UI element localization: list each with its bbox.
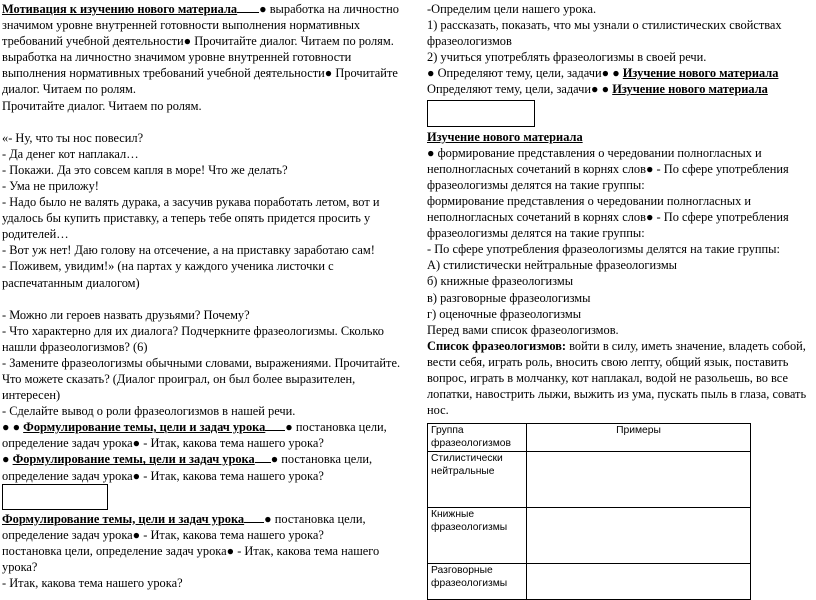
question-line: - Замените фразеологизмы обычными словами, выражениями. Прочитайте. Что можете сказать? (Диалог проиграл, он был более выразителен, интересен) — [2, 355, 401, 403]
bullet-icon: ● — [226, 543, 235, 558]
phrase-list: Список фразеологизмов: войти в силу, иметь значение, владеть собой, вести себя, играть роль, вносить свою лепту, общий язык, поставить вопрос, играть в молчанку, кот наплакал, водой не разольешь, во все лопатки, навострить лыжи, выжить из ума, пускать пыль в глаза, совать нос. — [427, 338, 807, 418]
dialog-line: - Поживем, увидим!» (на партах у каждого ученика листочки с распечатанным диалогом) — [2, 259, 334, 290]
study-paragraph-1: ● формирование представления о чередовании полногласных и неполногласных сочетаний в корнях слов● - По сфере употребления фразеологизмы делятся на такие группы: — [427, 145, 789, 192]
phrase-list-label: Список фразеологизмов: — [427, 338, 567, 353]
group-item: в) разговорные фразеологизмы — [427, 290, 591, 305]
goal-item: 1) рассказать, показать, что мы узнали о стилистических свойствах фразеологизмов — [427, 18, 782, 49]
questions-block — [2, 307, 406, 420]
table-header-row — [428, 424, 751, 452]
goal-item: 2) учиться употреблять фразеологизмы в своей речи. — [427, 50, 707, 65]
motivation-paragraph: Мотивация к изучению нового материала ● выработка на личностно значимом уровне внутренней готовности выполнения нормативных требований учебной деятельности● Прочитайте диалог. Читаем по ролям. — [2, 2, 399, 49]
table-header-examples: Примеры — [527, 424, 751, 452]
dialog-line: - Ума не приложу! — [2, 178, 99, 193]
table-row — [428, 564, 751, 600]
bullet-icon: ● — [183, 34, 192, 49]
bullet-icon: ● — [259, 2, 267, 16]
table-cell-examples[interactable] — [527, 452, 751, 508]
formulation-paragraph-2: ● Формулирование темы, цели и задач урока ● постановка цели, определение задач урока● - Итак, какова тема нашего урока? — [2, 452, 373, 483]
bullet-icon: ● ● — [591, 82, 613, 97]
table-cell-examples[interactable] — [527, 564, 751, 600]
formulation-heading: Формулирование темы, цели и задач урока — [23, 420, 266, 435]
group-item: А) стилистически нейтральные фразеологизмы — [427, 258, 678, 273]
topic-question: - Итак, какова тема нашего урока? — [2, 576, 183, 590]
bullet-icon: ● — [132, 527, 141, 542]
table-cell-group: Стилистически нейтральные — [428, 452, 527, 508]
bullet-icon: ● — [132, 436, 141, 451]
dialog-line: - Вот уж нет! Даю голову на отсечение, а на приставку заработаю сам! — [2, 243, 375, 258]
question-line: - Сделайте вывод о роли фразеологизмов в нашей речи. — [2, 404, 296, 419]
right-column — [427, 1, 812, 600]
table-header-group: Группа фразеологизмов — [428, 424, 527, 452]
empty-frame — [427, 100, 535, 127]
bullet-icon: ● — [132, 468, 141, 483]
bullet-icon: ● — [645, 161, 654, 176]
bullet-icon: ● — [264, 511, 272, 526]
formulation-repeat: постановка цели, определение задач урока● - Итак, какова тема нашего урока? — [2, 543, 380, 574]
dialog-block — [2, 130, 406, 291]
study-heading: Изучение нового материала — [612, 82, 768, 97]
bullet-icon: ● — [645, 210, 654, 225]
empty-frame — [2, 484, 108, 510]
formulation-heading: Формулирование темы, цели и задач урока — [12, 452, 255, 467]
phraseology-table — [427, 423, 751, 600]
bullet-icon: ● ● — [601, 66, 623, 81]
left-column — [2, 1, 406, 591]
table-row — [428, 452, 751, 508]
goals-intro: -Определим цели нашего урока. — [427, 2, 597, 16]
motivation-heading: Мотивация к изучению нового материала — [2, 2, 238, 16]
study-paragraph-2: формирование представления о чередовании полногласных и неполногласных сочетаний в корнях слов● - По сфере употребления фразеологизмы делятся на такие группы: — [427, 193, 789, 241]
read-instruction: Прочитайте диалог. Читаем по ролям. — [2, 98, 202, 113]
bullet-icon: ● — [270, 452, 279, 467]
motivation-repeat: выработка на личностно значимом уровне внутренней готовности выполнения нормативных требований учебной деятельности● Прочитайте диалог. Читаем по ролям. — [2, 50, 398, 97]
study-section-title: Изучение нового материала — [427, 129, 583, 144]
question-line: - Что характерно для их диалога? Подчеркните фразеологизмы. Сколько нашли фразеологизмов? (6) — [2, 323, 384, 354]
group-item: г) оценочные фразеологизмы — [427, 306, 582, 321]
bullet-icon: ● — [427, 66, 438, 81]
formulation-heading: Формулирование темы, цели и задач урока — [2, 511, 245, 526]
bullet-icon: ● — [285, 420, 293, 435]
bullet-icon: ● — [324, 66, 333, 81]
question-line: - Можно ли героев назвать друзьями? Почему? — [2, 307, 250, 322]
table-cell-examples[interactable] — [527, 508, 751, 564]
study-paragraph-3: - По сфере употребления фразеологизмы делятся на такие группы: — [427, 242, 780, 257]
table-cell-group: Книжные фразеологизмы — [428, 508, 527, 564]
study-heading: Изучение нового материала — [622, 66, 779, 81]
list-intro: Перед вами список фразеологизмов. — [427, 322, 619, 337]
bullet-icon: ● — [427, 145, 438, 160]
define-topic-line: ● Определяют тему, цели, задачи● ● Изучение нового материала — [427, 66, 779, 81]
formulation-paragraph-1: ● ● Формулирование темы, цели и задач урока ● постановка цели, определение задач урока● - Итак, какова тема нашего урока? — [2, 420, 387, 451]
dialog-line: «- Ну, что ты нос повесил? — [2, 130, 144, 145]
formulation-paragraph-3: Формулирование темы, цели и задач урока ● постановка цели, определение задач урока● - Итак, какова тема нашего урока? — [2, 511, 366, 542]
define-topic-line: Определяют тему, цели, задачи● ● Изучение нового материала — [427, 82, 768, 97]
table-row — [428, 508, 751, 564]
dialog-line: - Да денег кот наплакал… — [2, 146, 139, 161]
dialog-line: - Надо было не валять дурака, а засучив рукава поработать летом, вот и удалось бы купить приставку, а теперь тебе опять придется просить у родителей… — [2, 195, 380, 242]
dialog-line: - Покажи. Да это совсем капля в море! Что же делать? — [2, 162, 288, 177]
table-cell-group: Разговорные фразеологизмы — [428, 564, 527, 600]
group-item: б) книжные фразеологизмы — [427, 274, 574, 289]
